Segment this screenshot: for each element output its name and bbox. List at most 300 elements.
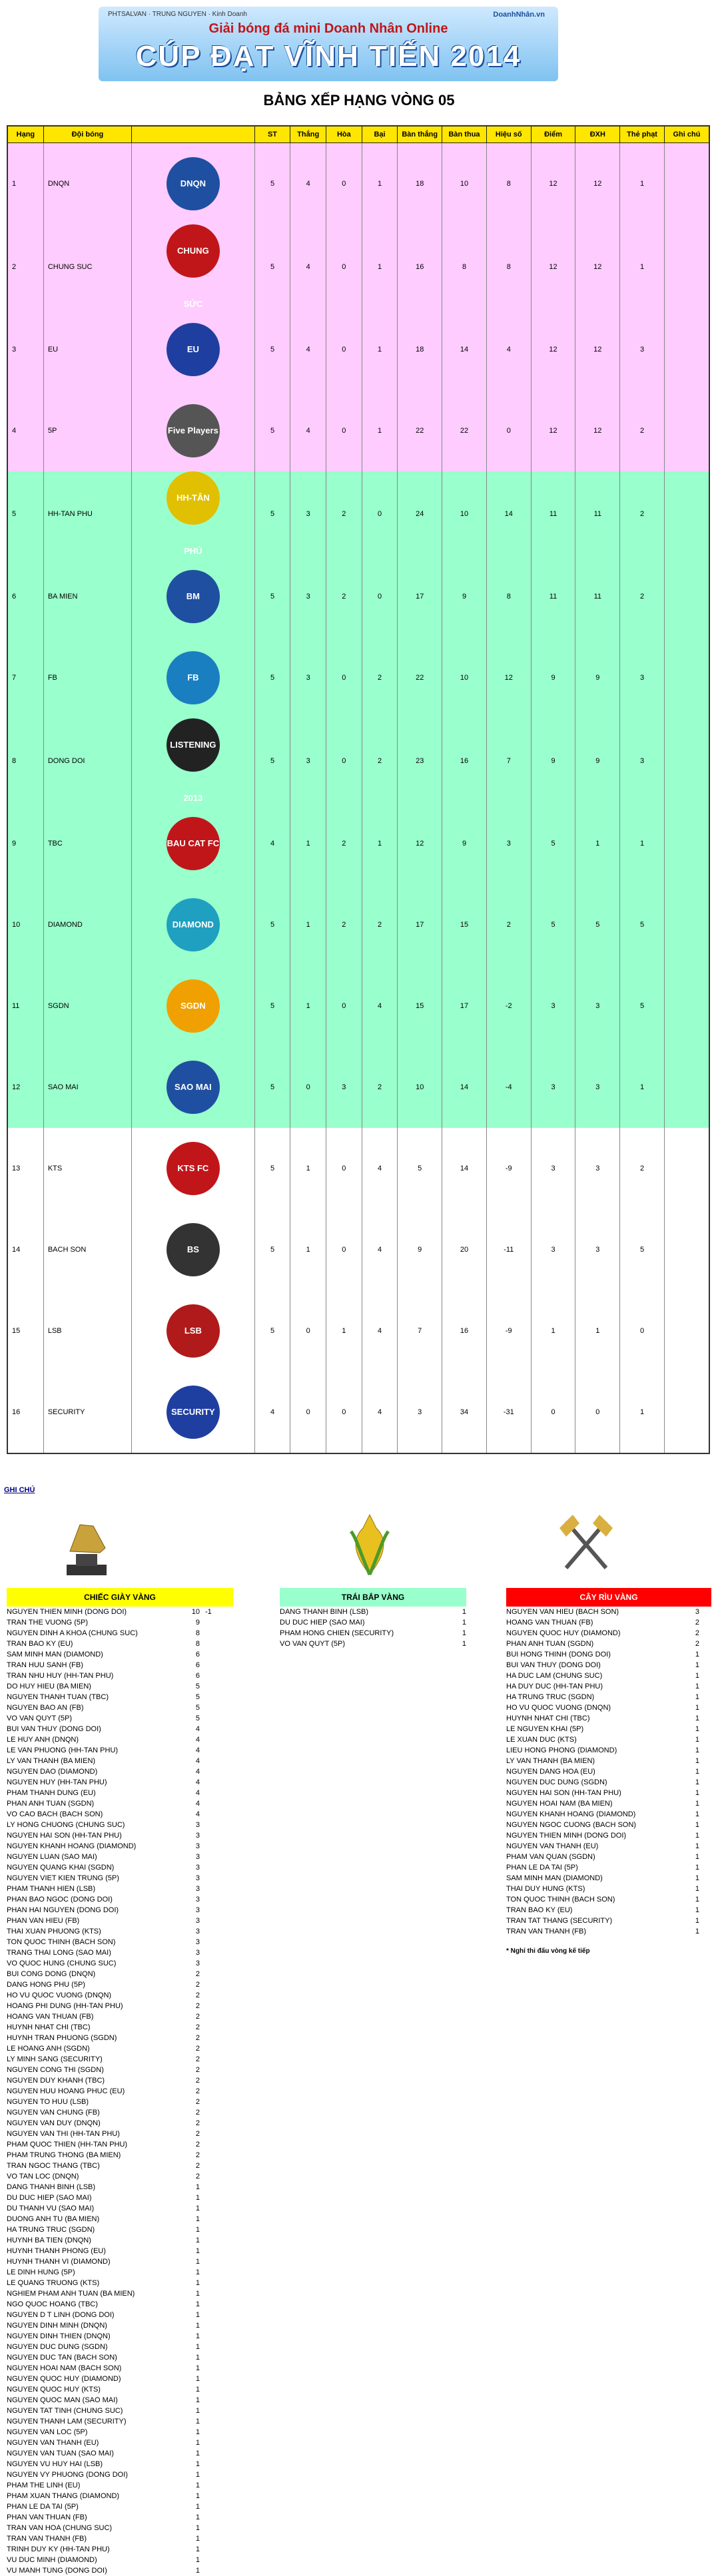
- player-count: 1: [195, 2492, 200, 2500]
- team-gd: 2: [486, 884, 531, 965]
- player-name: NGUYEN VAN DUY (DNQN): [7, 2119, 101, 2127]
- team-rank: 8: [7, 718, 43, 803]
- column-header: ĐXH: [575, 126, 620, 143]
- sponsor-logos: PHTSALVAN · TRUNG NGUYEN · Kinh Doanh: [108, 11, 247, 18]
- player-name: LE QUANG TRUONG (KTS): [7, 2279, 100, 2287]
- player-name: NGUYEN QUOC HUY (DIAMOND): [506, 1629, 621, 1637]
- team-l: 2: [362, 718, 398, 803]
- team-l: 0: [362, 471, 398, 556]
- team-pts: 12: [531, 390, 575, 471]
- team-dxh: 12: [575, 390, 620, 471]
- team-logo-cell: [132, 1290, 255, 1372]
- team-name: BACH SON: [43, 1209, 131, 1290]
- column-header: Bại: [362, 126, 398, 143]
- team-w: 1: [290, 965, 326, 1047]
- list-item: [7, 2363, 233, 2374]
- list-item: [7, 2331, 233, 2342]
- player-count: 1: [695, 1821, 699, 1829]
- player-name: BUI VAN THUY (DONG DOI): [7, 1725, 101, 1733]
- team-st: 5: [254, 637, 290, 718]
- player-name: HUYNH THANH VI (DIAMOND): [7, 2258, 111, 2266]
- player-name: PHAN BAO NGOC (DONG DOI): [7, 1896, 113, 1904]
- team-pts: 1: [531, 1290, 575, 1372]
- player-name: VO CAO BACH (BACH SON): [7, 1810, 103, 1818]
- list-item: [7, 2278, 233, 2288]
- player-name: VU DUC MINH (DIAMOND): [7, 2556, 97, 2564]
- list-item: [7, 2171, 233, 2182]
- player-name: NGUYEN KHANH HOANG (DIAMOND): [506, 1810, 636, 1818]
- team-rank: 2: [7, 224, 43, 309]
- player-count: 1: [195, 2354, 200, 2362]
- team-gf: 5: [398, 1128, 442, 1209]
- list-item: [7, 1798, 233, 1809]
- player-count: 9: [195, 1619, 200, 1627]
- team-d: 2: [326, 803, 362, 884]
- team-pts: 9: [531, 637, 575, 718]
- player-count: 3: [195, 1853, 200, 1861]
- list-item: [506, 1862, 711, 1873]
- team-name: SGDN: [43, 965, 131, 1047]
- list-item: [506, 1788, 711, 1798]
- column-header: Thẻ phạt: [620, 126, 665, 143]
- player-count: 1: [695, 1810, 699, 1818]
- team-logo: KTS FC: [167, 1142, 220, 1195]
- player-name: HA TRUNG TRUC (SGDN): [506, 1693, 595, 1701]
- column-header: [132, 126, 255, 143]
- player-name: NGUYEN VY PHUONG (DONG DOI): [7, 2471, 128, 2479]
- player-count: 1: [462, 1629, 466, 1637]
- team-note: [664, 309, 709, 390]
- list-item: [7, 2107, 233, 2118]
- list-item: [506, 1756, 711, 1766]
- team-d: 3: [326, 1047, 362, 1128]
- list-item: [7, 2565, 233, 2576]
- player-name: TON QUOC THINH (BACH SON): [7, 1938, 116, 1946]
- player-name: PHAN ANH TUAN (SGDN): [506, 1640, 594, 1648]
- list-item: [506, 1905, 711, 1916]
- team-gd: 8: [486, 143, 531, 225]
- player-count: 2: [195, 2013, 200, 2021]
- team-w: 3: [290, 471, 326, 556]
- team-name: LSB: [43, 1290, 131, 1372]
- player-count: 2: [695, 1629, 699, 1637]
- team-cards: 5: [620, 884, 665, 965]
- team-st: 5: [254, 1290, 290, 1372]
- list-item: [7, 2161, 233, 2171]
- team-cards: 3: [620, 718, 665, 803]
- team-gd: 8: [486, 556, 531, 637]
- column-header: Đội bóng: [43, 126, 131, 143]
- player-name: NGUYEN VU HUY HAI (LSB): [7, 2460, 103, 2468]
- team-d: 0: [326, 718, 362, 803]
- list-item: [7, 2033, 233, 2043]
- team-pts: 12: [531, 309, 575, 390]
- player-name: NGUYEN HUY (HH-TAN PHU): [7, 1778, 107, 1786]
- player-name: HUYNH THANH PHONG (EU): [7, 2247, 106, 2255]
- team-cards: 1: [620, 1047, 665, 1128]
- team-gd: -9: [486, 1128, 531, 1209]
- player-name: DU DUC HIEP (SAO MAI): [280, 1619, 365, 1627]
- team-rank: 12: [7, 1047, 43, 1128]
- team-gf: 18: [398, 309, 442, 390]
- team-name: SAO MAI: [43, 1047, 131, 1128]
- list-item: [506, 1830, 711, 1841]
- team-rank: 11: [7, 965, 43, 1047]
- player-count: 1: [195, 2545, 200, 2553]
- column-header: ST: [254, 126, 290, 143]
- team-l: 4: [362, 1372, 398, 1453]
- player-name: NGUYEN DUC DUNG (SGDN): [506, 1778, 607, 1786]
- team-cards: 1: [620, 1372, 665, 1453]
- team-pts: 11: [531, 556, 575, 637]
- player-name: NGO QUOC HOANG (TBC): [7, 2300, 98, 2308]
- player-count: 2: [195, 2109, 200, 2117]
- player-count: 1: [695, 1661, 699, 1669]
- player-name: DU DUC HIEP (SAO MAI): [7, 2194, 92, 2202]
- player-name: NGUYEN DINH A KHOA (CHUNG SUC): [7, 1629, 138, 1637]
- list-item: [7, 2054, 233, 2065]
- list-item: [506, 1724, 711, 1734]
- list-item: [7, 2555, 233, 2565]
- banner-title: CÚP ĐẠT VĨNH TIẾN 2014: [135, 40, 522, 73]
- list-item: [7, 2011, 233, 2022]
- player-count: 3: [195, 1917, 200, 1925]
- golden-axe-header: CÂY RÌU VÀNG: [506, 1588, 711, 1607]
- team-logo: Five Players: [167, 404, 220, 457]
- team-w: 4: [290, 309, 326, 390]
- team-logo: HH-TÂN PHÚ: [167, 471, 220, 525]
- team-gf: 23: [398, 718, 442, 803]
- team-w: 1: [290, 803, 326, 884]
- player-count: 2: [195, 2162, 200, 2170]
- player-count: 1: [195, 2375, 200, 2383]
- team-st: 5: [254, 390, 290, 471]
- player-count: 2: [195, 2045, 200, 2053]
- list-item: [506, 1777, 711, 1788]
- player-name: HUYNH BA TIEN (DNQN): [7, 2236, 91, 2244]
- banner-subtitle: Giải bóng đá mini Doanh Nhân Online: [208, 21, 448, 36]
- team-note: [664, 471, 709, 556]
- player-name: PHAM VAN QUAN (SGDN): [506, 1853, 595, 1861]
- player-count: 5: [195, 1682, 200, 1690]
- team-logo-cell: [132, 637, 255, 718]
- player-count: 1: [695, 1832, 699, 1840]
- player-count: 3: [195, 1874, 200, 1882]
- team-ga: 9: [442, 556, 487, 637]
- player-count: 1: [195, 2290, 200, 2298]
- player-name: PHAN LE DA TAI (5P): [7, 2503, 79, 2511]
- team-l: 1: [362, 803, 398, 884]
- player-count: 1: [195, 2343, 200, 2351]
- player-name: NGUYEN QUOC MAN (SAO MAI): [7, 2396, 118, 2404]
- list-item: [506, 1639, 711, 1649]
- list-item: [280, 1607, 466, 1617]
- player-name: TON QUOC THINH (BACH SON): [506, 1896, 615, 1904]
- list-item: [506, 1745, 711, 1756]
- team-note: [664, 637, 709, 718]
- player-count: 2: [195, 2098, 200, 2106]
- team-w: 0: [290, 1047, 326, 1128]
- player-count: 1: [695, 1917, 699, 1925]
- player-name: BUI VAN THUY (DONG DOI): [506, 1661, 601, 1669]
- player-name: LE NGUYEN KHAI (5P): [506, 1725, 584, 1733]
- team-logo: CHUNG SỨC: [167, 224, 220, 278]
- team-d: 0: [326, 224, 362, 309]
- standings-title: BẢNG XẾP HẠNG VÒNG 05: [263, 92, 455, 109]
- list-item: [7, 2406, 233, 2416]
- player-count: 2: [195, 2034, 200, 2042]
- team-pts: 9: [531, 718, 575, 803]
- team-dxh: 12: [575, 143, 620, 225]
- standings-row: [7, 1128, 709, 1209]
- list-item: [7, 2480, 233, 2491]
- team-logo: LISTENING 2013: [167, 718, 220, 772]
- player-name: HA TRUNG TRUC (SGDN): [7, 2226, 95, 2234]
- team-ga: 17: [442, 965, 487, 1047]
- team-rank: 14: [7, 1209, 43, 1290]
- player-count: 2: [195, 2173, 200, 2181]
- player-name: TRAN VAN THANH (FB): [7, 2535, 87, 2543]
- player-name: HA DUC LAM (CHUNG SUC): [506, 1672, 603, 1680]
- player-count: 6: [195, 1651, 200, 1659]
- player-name: PHAM THANH HIEN (LSB): [7, 1885, 96, 1893]
- team-d: 0: [326, 1209, 362, 1290]
- team-dxh: 3: [575, 1209, 620, 1290]
- player-count: 2: [195, 2119, 200, 2127]
- team-logo-cell: [132, 224, 255, 309]
- team-gf: 10: [398, 1047, 442, 1128]
- player-count: 1: [695, 1874, 699, 1882]
- team-note: [664, 1209, 709, 1290]
- player-count: 4: [195, 1789, 200, 1797]
- team-logo-cell: [132, 718, 255, 803]
- list-item: [506, 1926, 711, 1937]
- team-cards: 2: [620, 1128, 665, 1209]
- team-pts: 11: [531, 471, 575, 556]
- team-l: 2: [362, 1047, 398, 1128]
- team-note: [664, 1047, 709, 1128]
- list-item: [7, 2448, 233, 2459]
- team-w: 1: [290, 884, 326, 965]
- list-item: [7, 1937, 233, 1947]
- team-rank: 3: [7, 309, 43, 390]
- list-item: [7, 2182, 233, 2192]
- team-rank: 13: [7, 1128, 43, 1209]
- team-name: KTS: [43, 1128, 131, 1209]
- golden-shoe-list: [7, 1588, 233, 2576]
- player-count: 3: [195, 1959, 200, 1967]
- player-name: LE XUAN DUC (KTS): [506, 1736, 577, 1744]
- team-dxh: 1: [575, 1290, 620, 1372]
- player-name: DO HUY HIEU (BA MIEN): [7, 1682, 91, 1690]
- list-item: [506, 1702, 711, 1713]
- team-logo-cell: [132, 965, 255, 1047]
- team-ga: 20: [442, 1209, 487, 1290]
- team-w: 4: [290, 224, 326, 309]
- player-count: 3: [195, 1821, 200, 1829]
- list-item: [7, 1745, 233, 1756]
- team-gd: 4: [486, 309, 531, 390]
- standings-row: [7, 965, 709, 1047]
- team-rank: 6: [7, 556, 43, 637]
- player-name: NGUYEN VAN THANH (EU): [7, 2439, 99, 2447]
- team-l: 2: [362, 637, 398, 718]
- player-count: 8: [195, 1629, 200, 1637]
- team-dxh: 12: [575, 224, 620, 309]
- player-count: 1: [195, 2322, 200, 2330]
- standings-row: [7, 1209, 709, 1290]
- player-count: 1: [695, 1736, 699, 1744]
- player-count: 1: [195, 2556, 200, 2564]
- player-count: 1: [695, 1714, 699, 1722]
- team-dxh: 0: [575, 1372, 620, 1453]
- player-count: 3: [195, 1832, 200, 1840]
- team-l: 4: [362, 965, 398, 1047]
- player-count: 3: [195, 1938, 200, 1946]
- list-item: [7, 1862, 233, 1873]
- team-w: 3: [290, 556, 326, 637]
- player-count: 2: [195, 2055, 200, 2063]
- team-cards: 1: [620, 803, 665, 884]
- player-count: 1: [695, 1864, 699, 1872]
- team-ga: 10: [442, 471, 487, 556]
- team-cards: 2: [620, 471, 665, 556]
- team-gf: 17: [398, 884, 442, 965]
- team-l: 4: [362, 1290, 398, 1372]
- team-logo: SECURITY: [167, 1386, 220, 1439]
- suspension-note: * Nghỉ thi đấu vòng kế tiếp: [506, 1947, 590, 1955]
- player-count: 1: [195, 2268, 200, 2276]
- player-name: NGUYEN VAN THI (HH-TAN PHU): [7, 2130, 120, 2138]
- player-name: THAI DUY HUNG (KTS): [506, 1885, 585, 1893]
- team-ga: 14: [442, 1128, 487, 1209]
- team-dxh: 12: [575, 309, 620, 390]
- player-name: NGUYEN VAN THANH (EU): [506, 1842, 599, 1850]
- list-item: [7, 1681, 233, 1692]
- list-item: [7, 2427, 233, 2438]
- team-st: 5: [254, 143, 290, 225]
- standings-row: [7, 224, 709, 309]
- team-logo: BAU CAT FC: [167, 817, 220, 870]
- player-count: 4: [195, 1725, 200, 1733]
- team-gf: 16: [398, 224, 442, 309]
- player-count: 1: [195, 2247, 200, 2255]
- list-item: [506, 1852, 711, 1862]
- player-count: 1: [195, 2386, 200, 2394]
- team-d: 2: [326, 884, 362, 965]
- team-gf: 12: [398, 803, 442, 884]
- team-logo-cell: [132, 884, 255, 965]
- list-item: [7, 1777, 233, 1788]
- player-name: LE VAN PHUONG (HH-TAN PHU): [7, 1746, 119, 1754]
- list-item: [7, 1671, 233, 1681]
- team-rank: 5: [7, 471, 43, 556]
- player-count: 1: [195, 2567, 200, 2575]
- player-name: NGUYEN TO HUU (LSB): [7, 2098, 89, 2106]
- player-name: NGUYEN THIEN MINH (DONG DOI): [7, 1608, 127, 1616]
- list-item: [7, 1947, 233, 1958]
- team-logo-cell: [132, 1372, 255, 1453]
- team-ga: 16: [442, 1290, 487, 1372]
- team-cards: 0: [620, 1290, 665, 1372]
- player-name: VO VAN QUYT (5P): [7, 1714, 73, 1722]
- list-item: [7, 1873, 233, 1884]
- player-name: PHAN HAI NGUYEN (DONG DOI): [7, 1906, 119, 1914]
- team-rank: 7: [7, 637, 43, 718]
- list-item: [7, 2342, 233, 2352]
- player-name: NGUYEN VAN TUAN (SAO MAI): [7, 2449, 114, 2457]
- list-item: [7, 2395, 233, 2406]
- golden-corn-header: TRÁI BẮP VÀNG: [280, 1588, 466, 1607]
- team-gf: 9: [398, 1209, 442, 1290]
- player-name: NGUYEN QUANG KHAI (SGDN): [7, 1864, 115, 1872]
- team-ga: 9: [442, 803, 487, 884]
- player-name: TRAN VAN THANH (FB): [506, 1928, 586, 1935]
- team-l: 1: [362, 309, 398, 390]
- list-item: [7, 1841, 233, 1852]
- player-name: DUONG ANH TU (BA MIEN): [7, 2215, 100, 2223]
- player-name: NGUYEN KHANH HOANG (DIAMOND): [7, 1842, 137, 1850]
- team-name: FB: [43, 637, 131, 718]
- list-item: [506, 1798, 711, 1809]
- player-name: TRINH DUY KY (HH-TAN PHU): [7, 2545, 110, 2553]
- player-name: NGUYEN HOAI NAM (BA MIEN): [506, 1800, 613, 1808]
- team-w: 4: [290, 390, 326, 471]
- team-st: 5: [254, 884, 290, 965]
- player-count: 1: [695, 1778, 699, 1786]
- player-name: NGUYEN DUY KHANH (TBC): [7, 2077, 105, 2085]
- list-item: [7, 2459, 233, 2469]
- player-name: HOANG PHI DUNG (HH-TAN PHU): [7, 2002, 123, 2010]
- player-count: 1: [195, 2513, 200, 2521]
- player-count: 1: [195, 2503, 200, 2511]
- list-item: [7, 1702, 233, 1713]
- team-cards: 5: [620, 965, 665, 1047]
- list-item: [7, 1852, 233, 1862]
- list-item: [7, 1756, 233, 1766]
- standings-row: [7, 718, 709, 803]
- standings-row: [7, 471, 709, 556]
- team-d: 0: [326, 309, 362, 390]
- team-name: DIAMOND: [43, 884, 131, 965]
- player-count: 3: [195, 1842, 200, 1850]
- team-logo: SGDN: [167, 979, 220, 1033]
- team-gd: -4: [486, 1047, 531, 1128]
- player-name: PHAM THE LINH (EU): [7, 2481, 81, 2489]
- standings-row: [7, 143, 709, 225]
- list-item: [7, 2320, 233, 2331]
- player-count: 2: [195, 2023, 200, 2031]
- player-name: TRAN VAN HOA (CHUNG SUC): [7, 2524, 113, 2532]
- team-pts: 5: [531, 884, 575, 965]
- team-cards: 1: [620, 224, 665, 309]
- list-item: [7, 2224, 233, 2235]
- player-name: VO QUOC HUNG (CHUNG SUC): [7, 1959, 117, 1967]
- player-name: THAI XUAN PHUONG (KTS): [7, 1928, 101, 1935]
- golden-shoe-header: CHIẾC GIÀY VÀNG: [7, 1588, 233, 1607]
- player-name: NGUYEN THIEN MINH (DONG DOI): [506, 1832, 627, 1840]
- player-count: 1: [695, 1682, 699, 1690]
- player-name: TRAN NHU HUY (HH-TAN PHU): [7, 1672, 114, 1680]
- player-count: 1: [695, 1725, 699, 1733]
- player-name: TRAN BAO KY (EU): [7, 1640, 73, 1648]
- player-name: LY HONG CHUONG (CHUNG SUC): [7, 1821, 125, 1829]
- team-name: EU: [43, 309, 131, 390]
- team-pts: 12: [531, 143, 575, 225]
- list-item: [280, 1639, 466, 1649]
- player-count: 1: [195, 2407, 200, 2415]
- player-name: NGUYEN VAN CHUNG (FB): [7, 2109, 100, 2117]
